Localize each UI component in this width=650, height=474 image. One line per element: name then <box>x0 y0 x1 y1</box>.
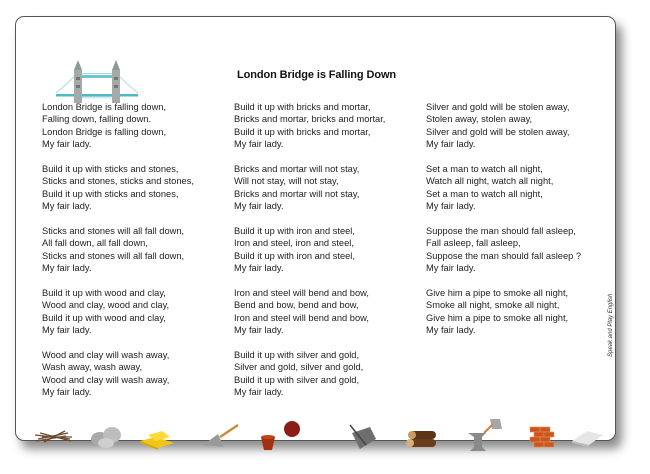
pickaxe-ore-icon <box>346 417 380 453</box>
lyric-line: Bricks and mortar, bricks and mortar, <box>234 114 386 125</box>
song-sheet <box>15 16 616 441</box>
lyric-line: Set a man to watch all night, <box>426 164 543 175</box>
lyric-line: Wash away, wash away, <box>42 362 143 373</box>
lyric-line: Stolen away, stolen away, <box>426 114 533 125</box>
gold-bars-icon <box>136 417 178 453</box>
lyric-line: My fair lady. <box>426 201 476 212</box>
stanza <box>42 101 194 151</box>
lyric-line: My fair lady. <box>42 325 92 336</box>
lyric-line: Iron and steel, iron and steel, <box>234 238 354 249</box>
lyric-line: Watch all night, watch all night, <box>426 176 554 187</box>
trowel-icon <box>200 417 242 453</box>
lyric-line: London Bridge is falling down, <box>42 102 167 112</box>
clay-pot-icon <box>256 417 306 453</box>
lyric-line: Wood and clay will wash away, <box>42 350 170 361</box>
lyric-line: My fair lady. <box>234 325 284 336</box>
lyric-line: My fair lady. <box>426 139 476 150</box>
stanza <box>234 101 385 151</box>
credit-text: Speak and Play English <box>608 293 614 357</box>
stanza <box>42 225 194 275</box>
tower-bridge-icon <box>54 57 140 105</box>
stanza <box>234 163 385 213</box>
lyric-line: My fair lady. <box>42 263 92 274</box>
stanza <box>234 349 385 399</box>
lyric-line: Build it up with silver and gold, <box>234 350 360 361</box>
lyric-line: All fall down, all fall down, <box>42 238 148 249</box>
lyric-line: Sticks and stones will all fall down, <box>42 250 185 261</box>
lyric-line: My fair lady. <box>426 325 476 336</box>
stanza <box>426 287 581 337</box>
lyric-line: My fair lady. <box>426 263 476 274</box>
lyric-line: Iron and steel will bend and bow, <box>234 288 369 299</box>
lyric-line: Build it up with bricks and mortar, <box>234 126 371 137</box>
lyric-line: Build it up with sticks and stones, <box>42 164 179 175</box>
lyrics-column-1 <box>42 101 194 411</box>
lyric-line: Build it up with wood and clay, <box>42 312 166 323</box>
lyrics-column-2 <box>234 101 385 411</box>
lyric-line: My fair lady. <box>234 201 284 212</box>
stanza <box>234 287 385 337</box>
lyric-line: Build it up with bricks and mortar, <box>234 102 371 112</box>
lyric-line: Bend and bow, bend and bow, <box>234 300 359 311</box>
lyric-line: Build it up with silver and gold, <box>234 374 360 385</box>
lyric-line: Build it up with iron and steel, <box>234 250 355 261</box>
stanza <box>426 101 581 151</box>
lyric-line: My fair lady. <box>234 387 284 398</box>
lyric-line: Give him a pipe to smoke all night, <box>426 312 569 323</box>
lyric-line: My fair lady. <box>234 139 284 150</box>
stanza <box>42 349 194 399</box>
lyric-line: Falling down, falling down. <box>42 114 152 125</box>
silver-bar-icon <box>569 417 607 453</box>
lyric-line: London Bridge is falling down, <box>42 126 167 137</box>
lyric-line: Wood and clay, wood and clay, <box>42 300 170 311</box>
lyric-line: Give him a pipe to smoke all night, <box>426 288 569 299</box>
lyric-line: My fair lady. <box>234 263 284 274</box>
lyric-line: Wood and clay will wash away, <box>42 374 170 385</box>
lyric-line: My fair lady. <box>42 387 92 398</box>
stones-icon <box>88 417 124 453</box>
bricks-icon <box>526 417 558 453</box>
lyric-line: Silver and gold will be stolen away, <box>426 102 570 112</box>
stanza <box>234 225 385 275</box>
lyric-line: Suppose the man should fall asleep ? <box>426 250 582 261</box>
lyric-line: My fair lady. <box>42 139 92 150</box>
lyric-line: Silver and gold will be stolen away, <box>426 126 570 137</box>
lyric-line: My fair lady. <box>42 201 92 212</box>
lyric-line: Build it up with iron and steel, <box>234 226 355 237</box>
stanza <box>426 163 581 213</box>
lyric-line: Bricks and mortar will not stay, <box>234 164 360 175</box>
stanza <box>42 287 194 337</box>
lyric-line: Sticks and stones will all fall down, <box>42 226 185 237</box>
lyric-line: Build it up with wood and clay, <box>42 288 166 299</box>
stanza <box>42 163 194 213</box>
wood-logs-icon <box>404 417 440 453</box>
lyric-line: Silver and gold, silver and gold, <box>234 362 364 373</box>
lyric-line: Suppose the man should fall asleep, <box>426 226 576 237</box>
lyric-line: Build it up with sticks and stones, <box>42 188 179 199</box>
lyric-line: Will not stay, will not stay, <box>234 176 339 187</box>
lyric-line: Fall asleep, fall asleep, <box>426 238 521 249</box>
sticks-icon <box>32 417 74 453</box>
song-title: London Bridge is Falling Down <box>237 69 397 81</box>
materials-icon-row <box>16 417 636 453</box>
lyrics-column-3 <box>426 101 581 349</box>
stanza <box>426 225 581 275</box>
lyric-line: Sticks and stones, sticks and stones, <box>42 176 194 187</box>
lyric-line: Set a man to watch all night, <box>426 188 543 199</box>
lyric-line: Bricks and mortar will not stay, <box>234 188 360 199</box>
anvil-smelting-icon <box>464 417 506 453</box>
lyric-line: Iron and steel will bend and bow, <box>234 312 369 323</box>
lyric-line: Smoke all night, smoke all night, <box>426 300 560 311</box>
